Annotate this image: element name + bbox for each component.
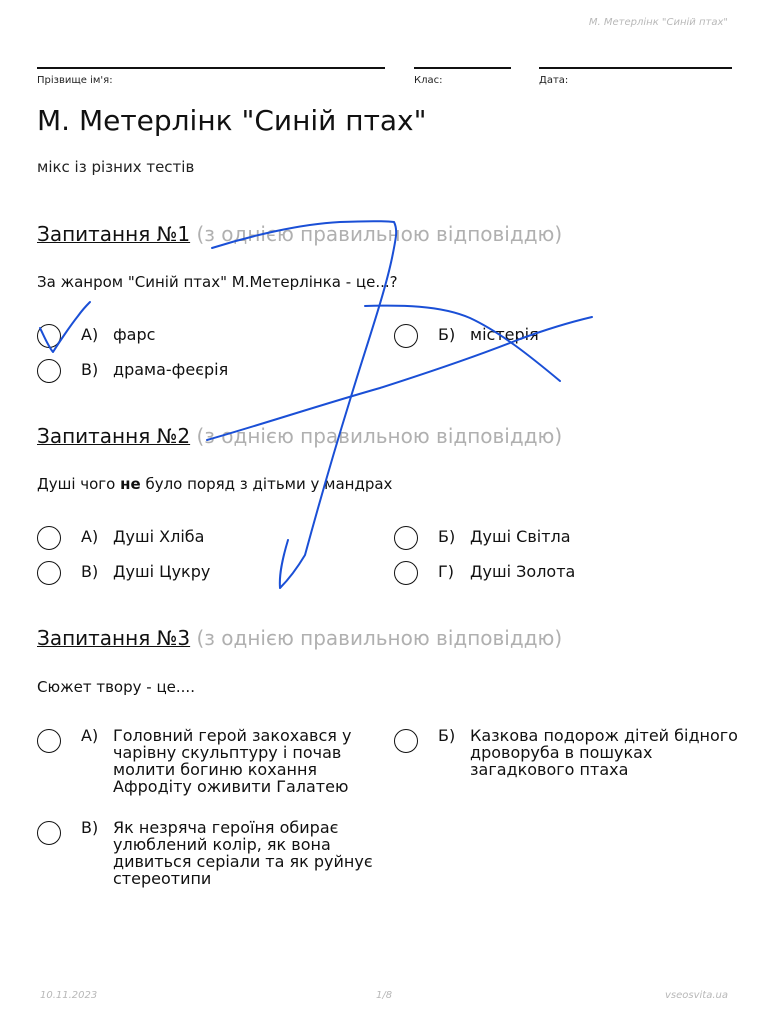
page-subtitle: мікс із різних тестів bbox=[37, 158, 195, 176]
option-text: Душі Золота bbox=[470, 562, 576, 581]
question-3-text: Сюжет твору - це.... bbox=[37, 678, 195, 696]
option-letter: В) bbox=[81, 360, 99, 379]
question-2-text-after: було поряд з дітьми у мандрах bbox=[145, 475, 393, 493]
option-text: фарс bbox=[113, 325, 156, 344]
footer-page-number: 1/8 bbox=[376, 990, 393, 1001]
question-3-type: (з однією правильною відповіддю) bbox=[196, 626, 563, 650]
question-2-text-before: Душі чого bbox=[37, 475, 116, 493]
q2-option-a[interactable] bbox=[37, 528, 204, 550]
option-text: Головний герой закохався у чарівну скульптуру і почав молити богиню кохання Афродіту оживити Галатею bbox=[113, 726, 352, 796]
option-letter: В) bbox=[81, 818, 99, 837]
q1-option-b[interactable] bbox=[394, 326, 539, 348]
option-letter: Б) bbox=[438, 726, 456, 745]
footer-site: vseosvita.ua bbox=[665, 990, 728, 1001]
radio-button[interactable] bbox=[37, 324, 61, 348]
q3-option-b[interactable] bbox=[394, 727, 739, 778]
radio-button[interactable] bbox=[394, 561, 418, 585]
header-note: М. Метерлінк "Синій птах" bbox=[588, 17, 728, 28]
radio-button[interactable] bbox=[37, 359, 61, 383]
question-2-number: Запитання №2 bbox=[37, 424, 191, 448]
radio-button[interactable] bbox=[37, 729, 61, 753]
question-2-type: (з однією правильною відповіддю) bbox=[196, 424, 563, 448]
question-2-text-bold: не bbox=[120, 475, 141, 493]
option-text: Душі Хліба bbox=[113, 527, 205, 546]
date-field-line[interactable] bbox=[539, 67, 732, 69]
class-field-line[interactable] bbox=[414, 67, 511, 69]
option-text: містерія bbox=[470, 325, 539, 344]
option-text: драма-феєрія bbox=[113, 360, 229, 379]
q3-option-a[interactable] bbox=[37, 727, 382, 795]
footer-date: 10.11.2023 bbox=[40, 990, 98, 1001]
option-text: Казкова подорож дітей бідного дроворуба в пошуках загадкового птаха bbox=[470, 726, 738, 779]
option-letter: Б) bbox=[438, 325, 456, 344]
page-title: М. Метерлінк "Синій птах" bbox=[37, 104, 427, 137]
q2-option-d[interactable] bbox=[394, 563, 575, 585]
question-1-text: За жанром "Синій птах" М.Метерлінка - це...? bbox=[37, 273, 398, 291]
q1-option-a[interactable] bbox=[37, 326, 155, 348]
name-field-line[interactable] bbox=[37, 67, 385, 69]
radio-button[interactable] bbox=[37, 561, 61, 585]
radio-button[interactable] bbox=[37, 526, 61, 550]
option-text: Душі Світла bbox=[470, 527, 571, 546]
option-letter: В) bbox=[81, 562, 99, 581]
radio-button[interactable] bbox=[394, 729, 418, 753]
question-1-type: (з однією правильною відповіддю) bbox=[196, 222, 563, 246]
question-2-text bbox=[37, 475, 392, 493]
option-letter: Г) bbox=[438, 562, 454, 581]
q3-option-c[interactable] bbox=[37, 819, 382, 887]
class-field-label: Клас: bbox=[414, 75, 443, 86]
option-letter: А) bbox=[81, 325, 99, 344]
question-3-number: Запитання №3 bbox=[37, 626, 191, 650]
name-field-label: Прізвище ім'я: bbox=[37, 75, 113, 86]
option-text: Як незряча героїня обирає улюблений колір, як вона дивиться серіали та як руйнує стереотипи bbox=[113, 818, 373, 888]
question-1-heading bbox=[37, 222, 562, 246]
q2-option-c[interactable] bbox=[37, 563, 210, 585]
question-2-heading bbox=[37, 424, 562, 448]
q2-option-b[interactable] bbox=[394, 528, 571, 550]
radio-button[interactable] bbox=[394, 324, 418, 348]
question-1-number: Запитання №1 bbox=[37, 222, 191, 246]
question-3-heading bbox=[37, 626, 562, 650]
option-letter: А) bbox=[81, 726, 99, 745]
q1-option-c[interactable] bbox=[37, 361, 228, 383]
radio-button[interactable] bbox=[37, 821, 61, 845]
option-text: Душі Цукру bbox=[113, 562, 211, 581]
option-letter: А) bbox=[81, 527, 99, 546]
option-letter: Б) bbox=[438, 527, 456, 546]
date-field-label: Дата: bbox=[539, 75, 569, 86]
radio-button[interactable] bbox=[394, 526, 418, 550]
